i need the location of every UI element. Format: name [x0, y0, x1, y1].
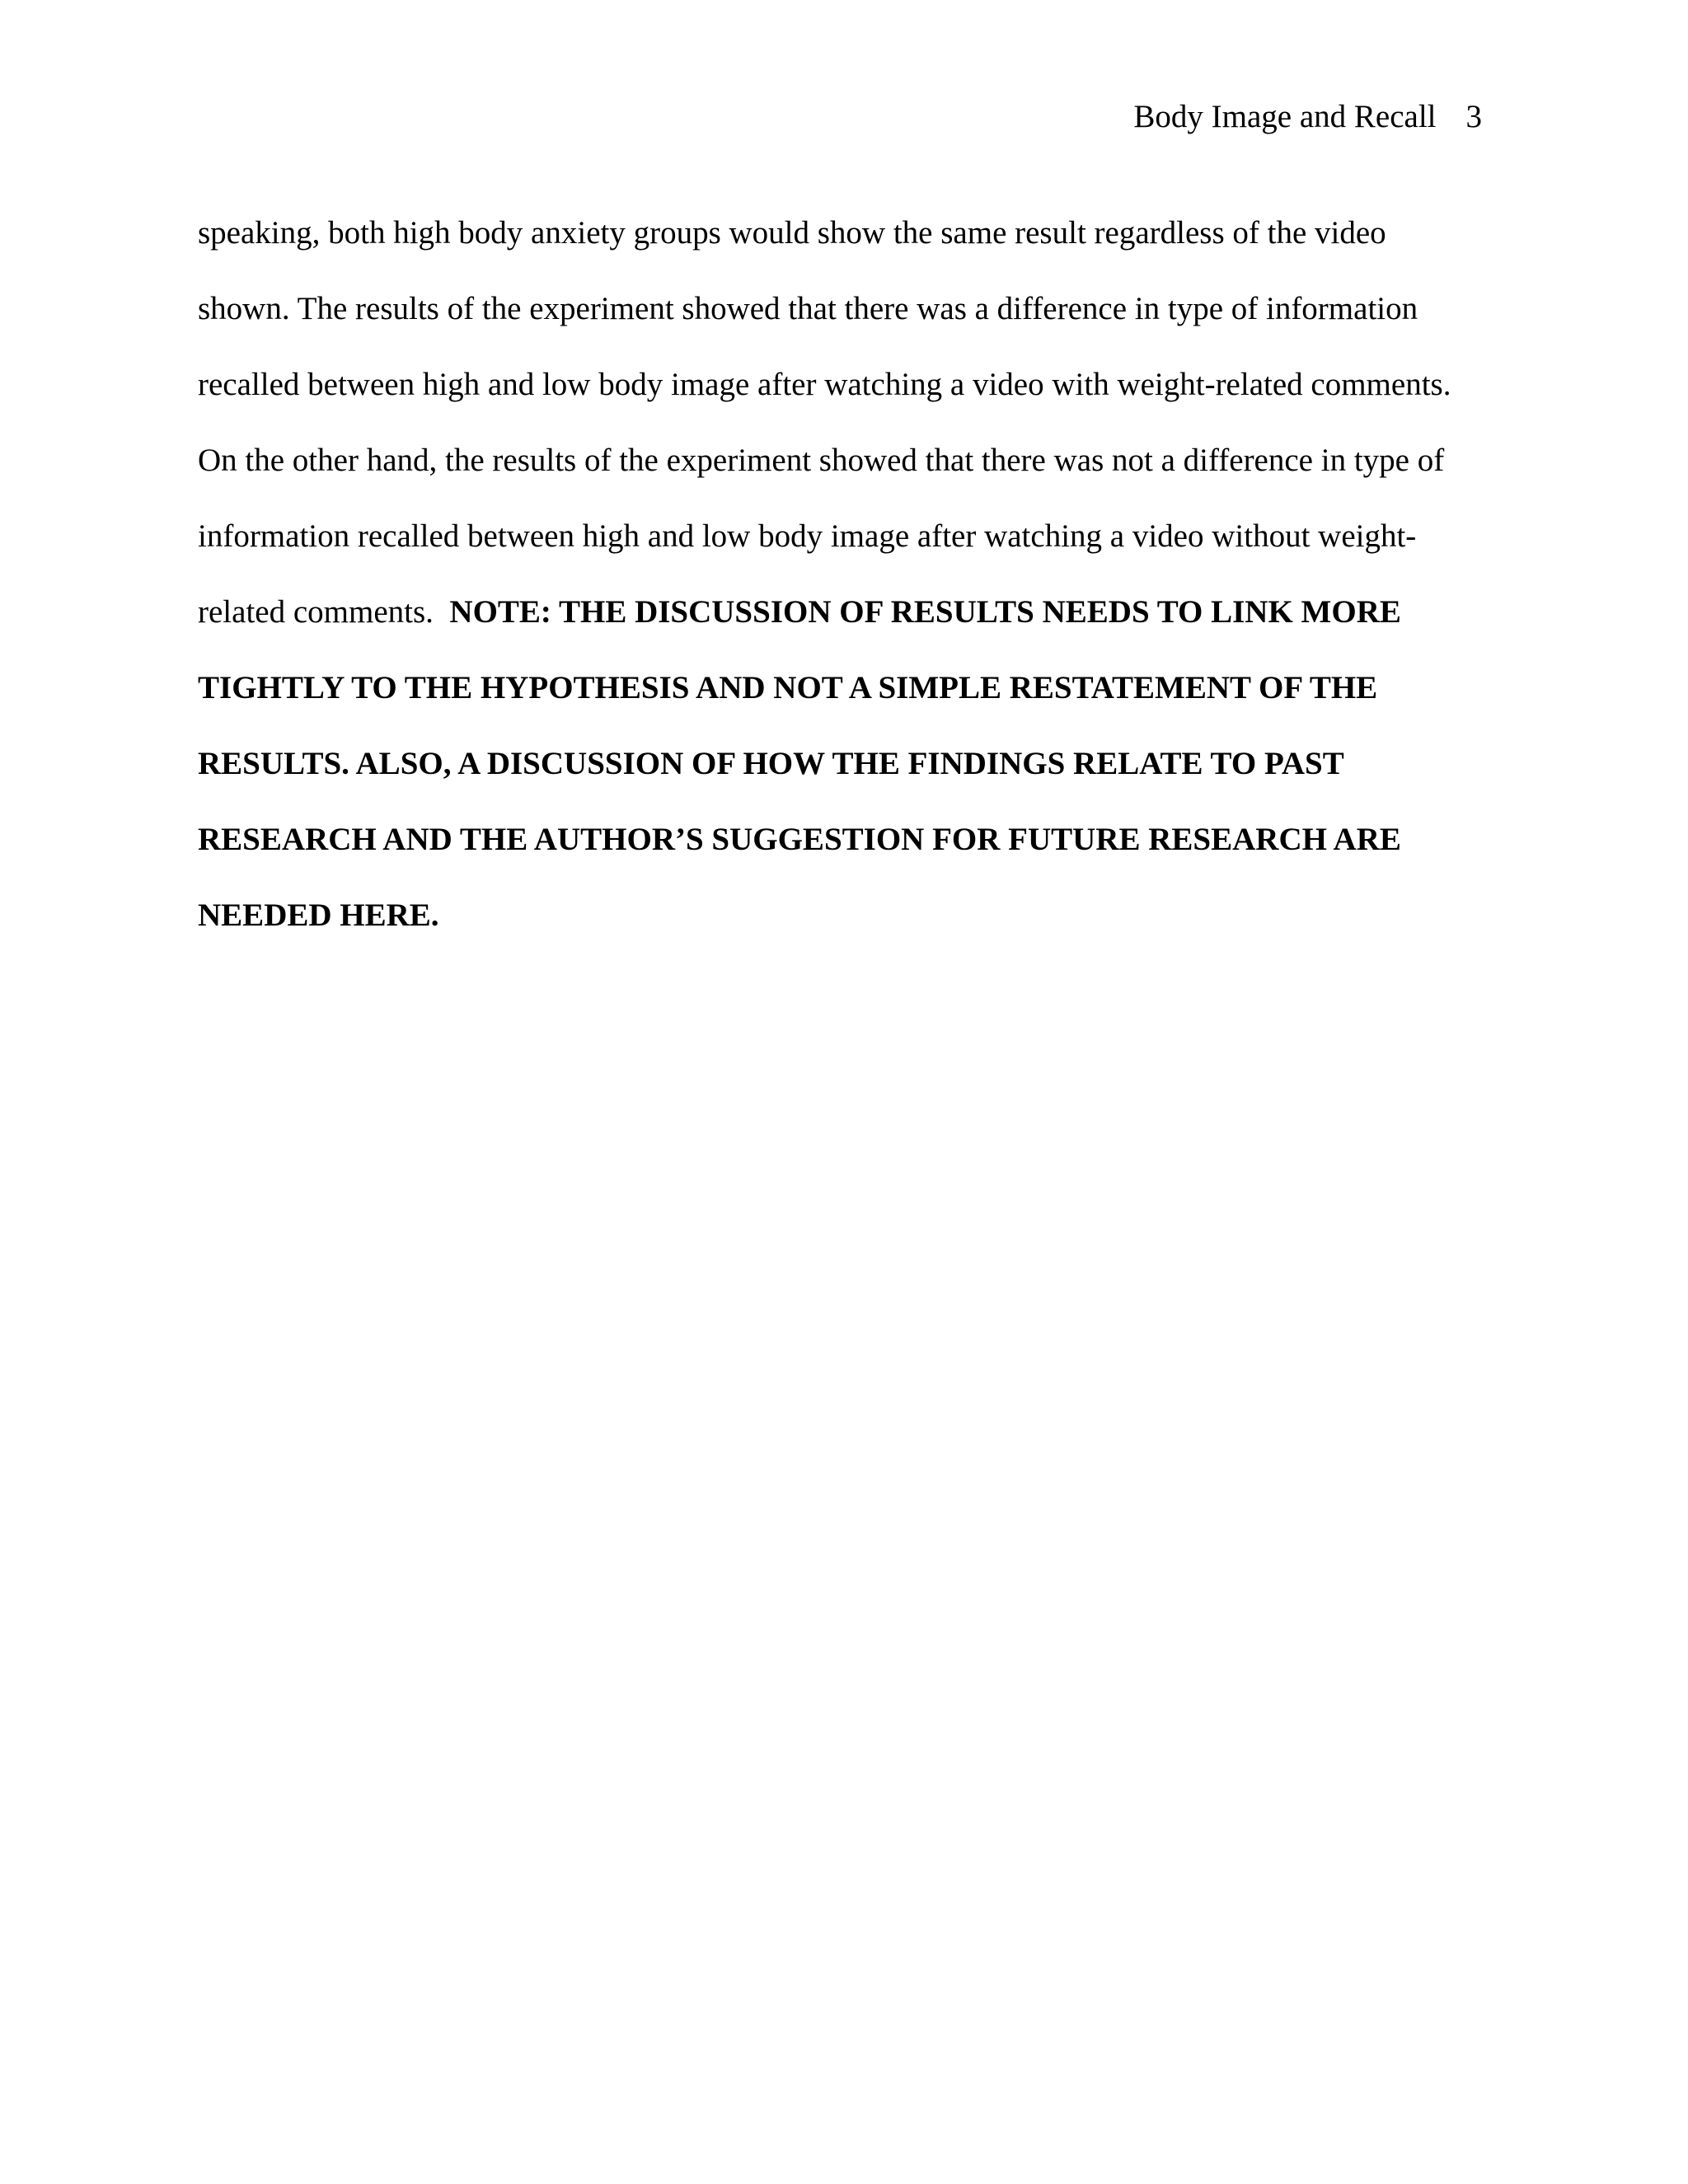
text-line: On the other hand, the results of the experiment showed that there was not a difference in type of	[198, 443, 1445, 478]
body-paragraph	[198, 195, 1492, 954]
reviewer-note-line: RESULTS. ALSO, A DISCUSSION OF HOW THE FINDINGS RELATE TO PAST	[198, 746, 1344, 781]
text-line: speaking, both high body anxiety groups would show the same result regardless of the video	[198, 215, 1386, 251]
reviewer-note-line: TIGHTLY TO THE HYPOTHESIS AND NOT A SIMPLE RESTATEMENT OF THE	[198, 670, 1378, 705]
reviewer-note-line: NEEDED HERE.	[198, 898, 439, 933]
text-line: information recalled between high and low body image after watching a video without weight-	[198, 518, 1417, 554]
page-number: 3	[1465, 99, 1482, 134]
text-line: recalled between high and low body image after watching a video with weight-related comments.	[198, 367, 1451, 402]
reviewer-note: NOTE: THE DISCUSSION OF RESULTS NEEDS TO LINK MORE	[449, 594, 1401, 630]
running-head	[1133, 97, 1482, 137]
text-line: shown. The results of the experiment showed that there was a difference in type of information	[198, 291, 1418, 326]
running-head-title: Body Image and Recall	[1133, 99, 1437, 134]
reviewer-note-line: RESEARCH AND THE AUTHOR’S SUGGESTION FOR FUTURE RESEARCH ARE	[198, 822, 1401, 857]
text-line-with-note	[198, 574, 1492, 650]
text-line-end: related comments.	[198, 594, 434, 630]
